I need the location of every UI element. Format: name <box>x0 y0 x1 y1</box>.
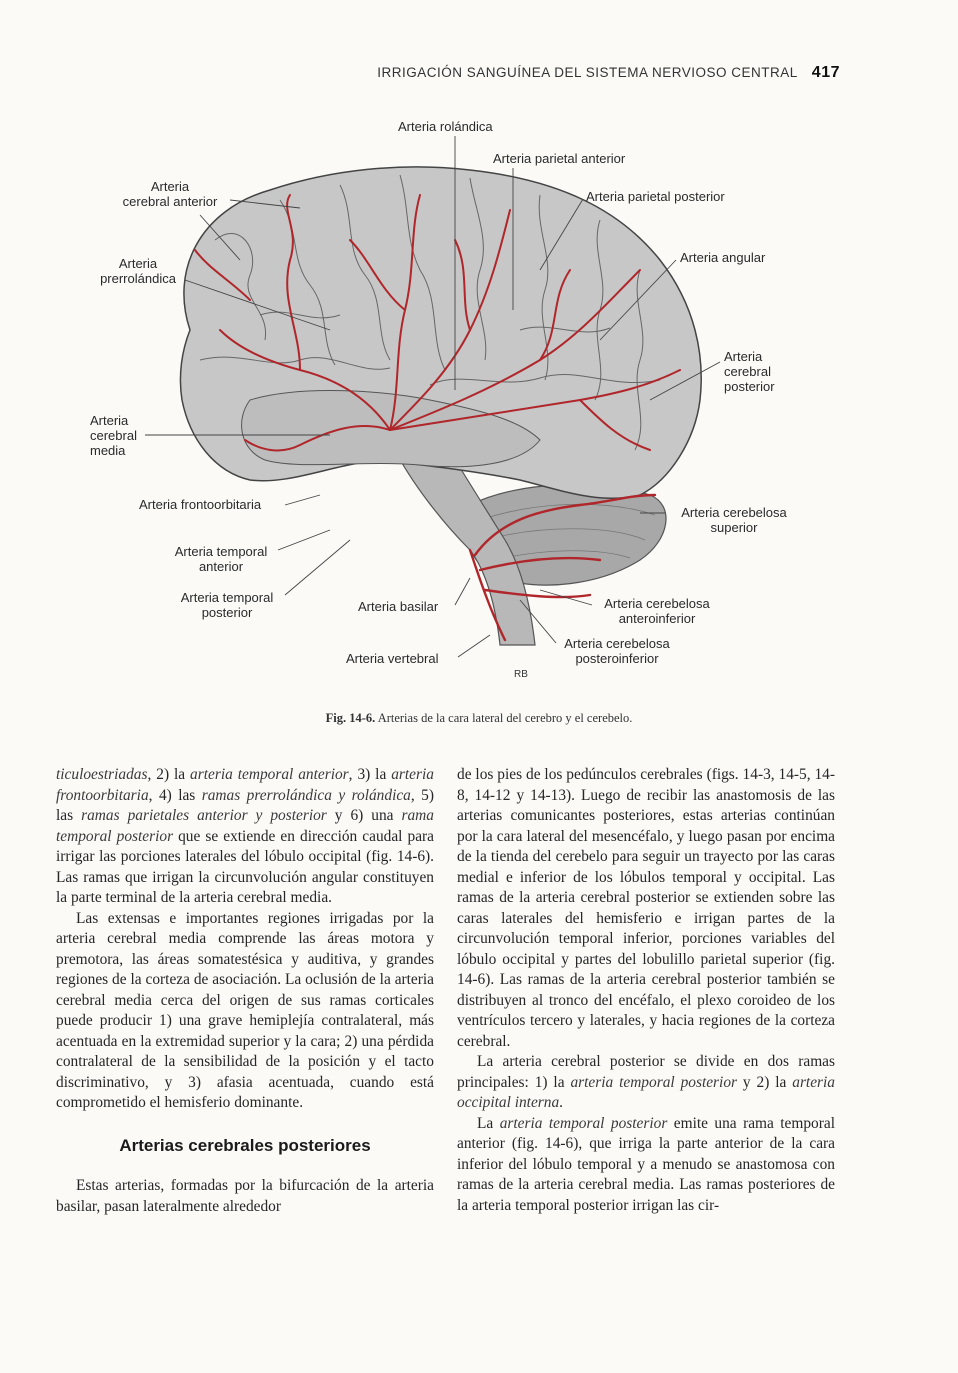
paragraph <box>457 1052 835 1114</box>
label-arteria-basilar: Arteria basilar <box>358 599 439 614</box>
text-run: , 4) las <box>148 786 202 804</box>
column-left <box>56 765 434 1217</box>
text-run: La <box>477 1114 500 1132</box>
running-title: IRRIGACIÓN SANGUÍNEA DEL SISTEMA NERVIOSO CENTRAL <box>377 65 798 80</box>
label-arteria-temporal-posterior <box>170 590 284 620</box>
label-line: Arteria <box>724 349 763 364</box>
label-line: Arteria temporal <box>174 544 268 559</box>
figure-caption <box>0 711 958 726</box>
text-run: y 2) la <box>737 1073 793 1091</box>
label-line: cerebral <box>90 428 137 443</box>
caption-text: Arterias de la cara lateral del cerebro y el cerebelo. <box>377 711 633 725</box>
paragraph <box>457 1114 835 1217</box>
label-line: superior <box>710 520 758 535</box>
caption-number: Fig. 14-6. <box>325 711 376 725</box>
label-arteria-rolandica: Arteria rolándica <box>398 119 493 134</box>
section-heading: Arterias cerebrales posteriores <box>119 1135 371 1155</box>
label-arteria-cerebelosa-superior <box>670 505 798 535</box>
italic-term: arteria occipital interna <box>457 1073 836 1111</box>
label-arteria-angular: Arteria angular <box>680 250 766 265</box>
label-arteria-cerebelosa-anteroinferior <box>593 596 721 626</box>
label-arteria-cerebral-media <box>90 413 137 458</box>
label-line: Arteria <box>90 413 129 428</box>
label-arteria-frontoorbitaria: Arteria frontoorbitaria <box>139 497 262 512</box>
label-arteria-parietal-anterior: Arteria parietal anterior <box>493 151 626 166</box>
italic-term: arteria frontoorbitaria <box>56 766 434 804</box>
paragraph: Las extensas e importantes regiones irrigadas por la arteria cerebral media comprende las áreas motora y premotora, las áreas somatestésica y auditiva, y grandes regiones de la corteza de asociación. La oclusión de la arteria cerebral media cerca del origen de sus ramas corticales puede producir 1) una grave hemiplejía contralateral, más acentuada en la extremidad superior y la cara; 2) una pérdida contralateral de la sensibilidad de la posición y el tacto discriminativo, y 3) afasia acentuada, cuando está comprometido el hemisferio dominante. <box>56 909 434 1111</box>
label-arteria-parietal-posterior: Arteria parietal posterior <box>586 189 725 204</box>
italic-term: ticuloestriadas <box>56 766 148 783</box>
paragraph: Estas arterias, formadas por la bifurcación de la arteria basilar, pasan lateralmente alrededor <box>56 1177 434 1215</box>
text-run: , 2) la <box>147 766 191 783</box>
paragraph: de los pies de los pedúnculos cerebrales (figs. 14-3, 14-5, 14-8, 14-12 y 14-13). Luego de recibir las anastomosis de las arterias comunicantes posteriores, estas arterias continúan por la cara lateral del mesencéfalo, y luego pasan por encima de la tienda del cerebelo para seguir un trayecto por las caras medial e inferior de los lóbulos temporal y occipital. Las ramas de la arteria cerebral posterior se extienden sobre las caras laterales del hemisferio e irrigan partes de la circunvolución temporal inferior, porciones variables del lóbulo occipital y partes del lobulillo parietal superior (fig. 14-6). Las ramas de la arteria cerebral posterior también se distribuyen al tronco del encéfalo, el plexo coroideo de los ventrículos tercero y laterales, y hacia regiones de la corteza cerebral. <box>457 766 835 1050</box>
text-run: . <box>559 1094 564 1111</box>
column-right <box>457 765 835 1216</box>
text-run: La arteria cerebral posterior se divide en dos ramas principales: 1) la <box>457 1053 835 1091</box>
text-run: , 5) las <box>56 786 434 824</box>
label-arteria-temporal-anterior <box>164 544 278 574</box>
label-line: cerebral anterior <box>122 194 218 209</box>
label-line: Arteria temporal <box>180 590 274 605</box>
label-arteria-cerebral-posterior <box>724 349 775 394</box>
italic-term: arteria temporal posterior <box>570 1073 738 1091</box>
page-number: 417 <box>811 64 840 81</box>
label-line: Arteria <box>150 179 190 194</box>
label-arteria-cerebral-anterior <box>108 179 232 209</box>
label-line: anterior <box>198 559 244 574</box>
label-arteria-vertebral: Arteria vertebral <box>346 651 439 666</box>
italic-term: arteria temporal posterior <box>499 1114 668 1132</box>
text-run: y 6) una <box>326 807 402 824</box>
illustrator-initials: RB <box>514 669 528 680</box>
text-run: , 3) la <box>348 766 392 783</box>
label-line: posteroinferior <box>575 651 659 666</box>
text-run: que se extiende en dirección caudal para irrigar las porciones laterales del lóbulo occipital (fig. 14-6). Las ramas que irrigan la circunvolución angular constituyen la parte terminal de la arteria cerebral media. <box>56 827 434 906</box>
label-line: cerebral <box>724 364 771 379</box>
label-line: Arteria cerebelosa <box>604 596 710 611</box>
label-line: posterior <box>724 379 775 394</box>
label-line: anteroinferior <box>618 611 696 626</box>
label-line: Arteria cerebelosa <box>681 505 787 520</box>
label-arteria-prerrolandica <box>90 256 186 286</box>
running-header <box>300 64 840 82</box>
italic-term: arteria temporal anterior <box>190 766 349 783</box>
italic-term: rama temporal posterior <box>56 807 434 845</box>
label-line: media <box>90 443 126 458</box>
italic-term: ramas parietales anterior y posterior <box>81 807 327 824</box>
label-line: posterior <box>201 605 253 620</box>
label-line: Arteria cerebelosa <box>564 636 670 651</box>
label-arteria-cerebelosa-posteroinferior <box>553 636 681 666</box>
figure-brain-arteries <box>0 100 958 710</box>
italic-term: ramas prerrolándica y rolándica <box>201 786 411 804</box>
paragraph <box>56 765 434 909</box>
label-line: Arteria <box>118 256 158 271</box>
text-run: emite una rama temporal anterior (fig. 14-6), que irriga la parte anterior de la cara inferior del lóbulo temporal y a menudo se anastomosa con ramas de la arteria cerebral media. Las ramas posteriores de la arteria temporal posterior irrigan las cir- <box>457 1114 835 1214</box>
label-line: prerrolándica <box>100 271 176 286</box>
